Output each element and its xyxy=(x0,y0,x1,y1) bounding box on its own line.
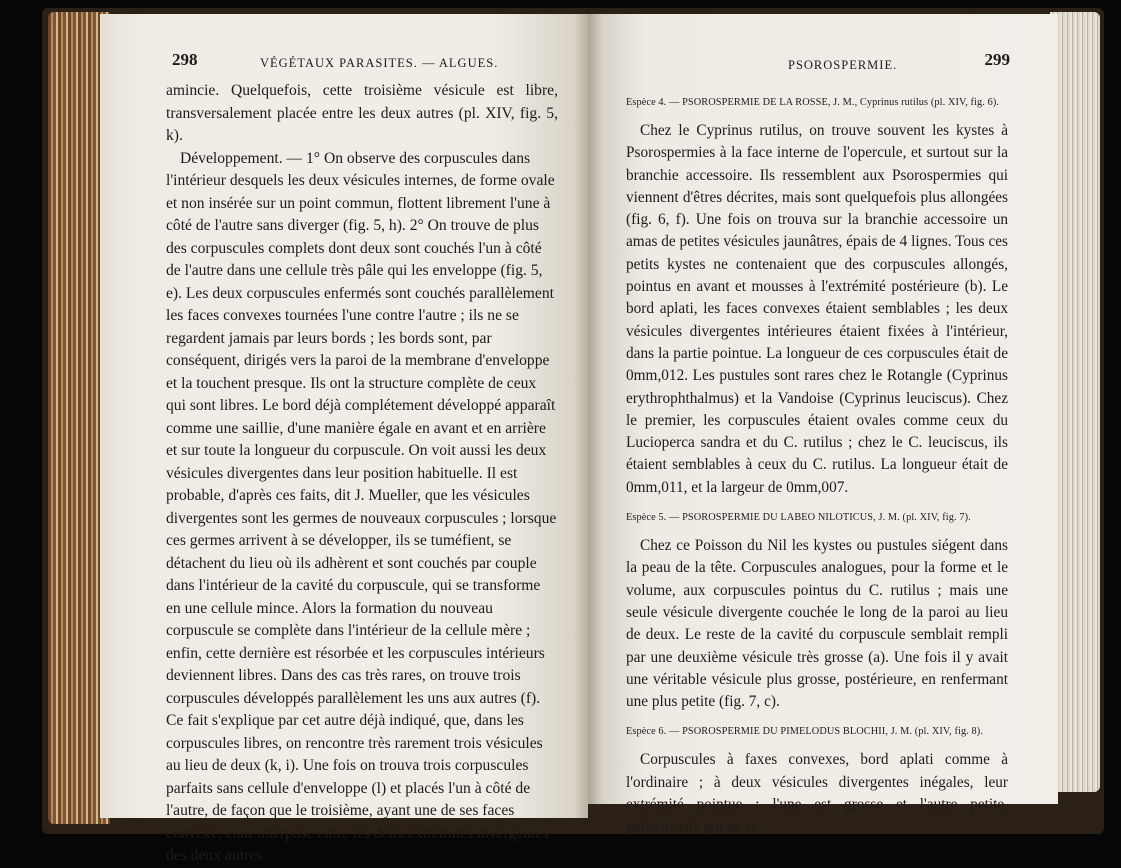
species-heading: Espèce 4. — PSOROSPERMIE DE LA ROSSE, J. M., Cyprinus rutilus (pl. XIV, fig. 6). xyxy=(626,97,1000,108)
right-page-number: 299 xyxy=(984,50,1010,69)
right-page xyxy=(588,14,1058,836)
paragraph: Chez le Cyprinus rutilus, on trouve souvent les kystes à Psorospermies à la face interne de l'opercule, et surtout sur la branchie accessoire. Ils ressemblent aux Psorospermies qui viennent d'êtres décrites, mais sont quelquefois plus allongées (fig. 6, f). Une fois on trouva sur la branchie accessoire un amas de petites vésicules jaunâtres, épais de 4 lignes. Tous ces petits kystes ne contenaient que des corpuscules allongés, pointus en avant et mousses à l'extrémité postérieure (b). Le bord aplati, les faces convexes étaient semblables ; les deux vésicules divergentes intérieures étaient fixées à l'intérieur, dans la partie pointue. La longueur de ces corpuscules était de 0mm,012. Les pustules sont rares chez le Rotangle (Cyprinus erythrophthalmus) et la Vandoise (Cyprinus leuciscus). Chez le premier, les corpuscules étaient ovales comme ceux du Lucioperca sandra et du C. rutilus ; chez le C. leuciscus, ils étaient semblables à ceux du C. rutilus. La longueur était de 0mm,011, et la largeur de 0mm,007. xyxy=(626,122,1008,496)
left-page-body xyxy=(166,80,558,868)
right-running-title: PSOROSPERMIE. xyxy=(788,58,898,72)
right-page-header xyxy=(588,50,1058,74)
left-page-number: 298 xyxy=(172,50,198,69)
paragraph: Développement. — 1° On observe des corpuscules dans l'intérieur desquels les deux vésicules internes, de forme ovale et non insérée sur un point commun, flottent librement l'une à côté de l'autre sans diverger (fig. 5, h). 2° On trouve de plus des corpuscules complets dont deux sont couchés l'un à côté de l'autre dans une cellule très pâle qui les enveloppe (fig. 5, e). Les deux corpuscules enfermés sont couchés parallèlement les faces convexes tournées l'une contre l'autre ; ils ne se regardent jamais par leurs bords ; les bords sont, par conséquent, dirigés vers la paroi de la membrane d'enveloppe et la touchent presque. Ils ont la structure complète de ceux qui sont libres. Le bord déjà complétement développé apparaît comme une saillie, d'une manière égale en avant et en arrière et sur toute la longueur du corpuscule. On voit aussi les deux vésicules divergentes dans leur position habituelle. Il est probable, d'après ces faits, dit J. Mueller, que les vésicules divergentes sont les germes de nouveaux corpuscules ; lorsque ces germes arrivent à se développer, ils se tuméfient, se détachent du lieu où ils adhèrent et sont couchés par couple dans l'intérieur de la cavité du corpuscule, qui se transforme en une cellule mince. Alors la formation du nouveau corpuscule se complète dans l'intérieur de la cellule mère ; enfin, cette dernière est résorbée et les corpuscules intérieurs deviennent libres. Dans des cas très rares, on trouve trois corpuscules développés parallèlement les uns aux autres (f). Ce fait s'explique par cet autre déjà indiqué, que, dans les corpuscules libres, on rencontre très rarement trois vésicules au lieu de deux (k, i). Une fois on trouva trois corpuscules parfaits sans cellule d'enveloppe (l) et placés l'un à côté de l'autre, de façon que le troisième, ayant une de ses faces convexe, était interposé entre les deux extrémités divergentes des deux autres. xyxy=(166,149,557,864)
paragraph: Chez ce Poisson du Nil les kystes ou pustules siégent dans la peau de la tête. Corpuscules analogues, pour la forme et le volume, aux corpuscules pointus du C. rutilus ; mais une seule vésicule divergente couchée le long de la paroi au lieu de deux. Le reste de la cavité du corpuscule semblait rempli par une deuxième vésicule très grosse (a). Une fois il y avait une véritable vésicule plus grosse, postérieure, en renfermant une plus petite (fig. 7, c). xyxy=(626,537,1008,711)
paragraph: amincie. Quelquefois, cette troisième vésicule est libre, transversalement placée entre les deux autres (pl. XIV, fig. 5, k). xyxy=(166,82,558,144)
left-page xyxy=(100,14,588,864)
species-heading: Espèce 5. — PSOROSPERMIE DU LABEO NILOTICUS, J. M. (pl. XIV, fig. 7). xyxy=(626,512,971,524)
left-page-header xyxy=(100,50,588,74)
right-page-body xyxy=(626,96,1008,839)
left-running-title: VÉGÉTAUX PARASITES. — ALGUES. xyxy=(260,56,499,70)
species-heading: Espèce 6. — PSOROSPERMIE DU PIMELODUS BLOCHII, J. M. (pl. XIV, fig. 8). xyxy=(626,726,984,738)
paragraph: Corpuscules à faxes convexes, bord aplati comme à l'ordinaire ; à deux vésicules divergentes inégales, leur extrémité pointue ; l'une est grosse et l'autre petite, particularité qui ne se xyxy=(626,751,1008,836)
